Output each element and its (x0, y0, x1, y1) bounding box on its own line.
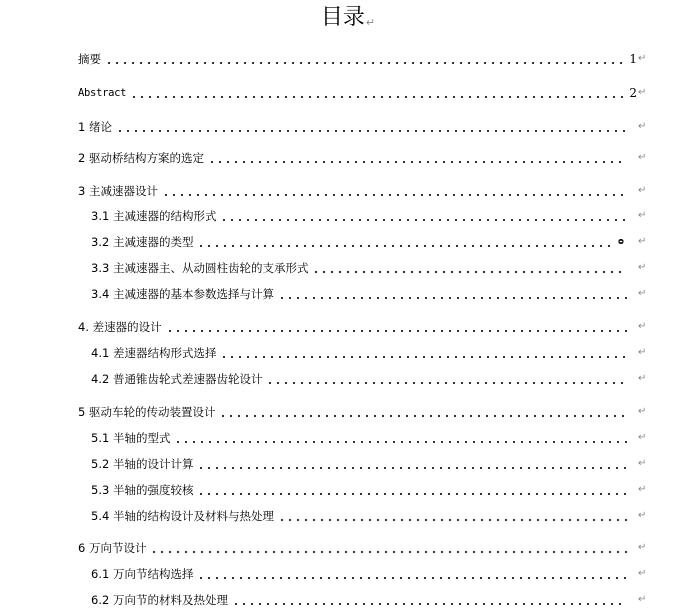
toc-entry[interactable] (91, 566, 650, 582)
dot-leader (103, 51, 627, 67)
format-marker-icon: ᴑ (618, 237, 624, 247)
paragraph-mark-icon: ↵ (638, 53, 647, 64)
dot-leader (217, 404, 627, 420)
paragraph-mark-icon: ↵ (638, 347, 647, 358)
paragraph-mark-icon: ↵ (638, 87, 647, 98)
dot-leader (264, 371, 627, 387)
toc-entry[interactable] (78, 51, 650, 67)
toc-entry[interactable] (78, 404, 650, 420)
toc-entry[interactable] (78, 119, 650, 135)
toc-entry-label: 5.1 半轴的型式 (91, 431, 171, 445)
toc-entry-label: 1 绪论 (78, 120, 112, 134)
dot-leader (206, 150, 627, 166)
toc-entry-label: 5.2 半轴的设计计算 (91, 457, 194, 471)
dot-leader (195, 234, 615, 250)
toc-entry-label: 4.1 差速器结构形式选择 (91, 346, 217, 360)
toc-entry[interactable] (91, 234, 650, 250)
paragraph-mark-icon: ↵ (638, 262, 647, 273)
dot-leader (164, 319, 627, 335)
toc-entry-label: 6 万向节设计 (78, 541, 147, 555)
toc-entry[interactable] (78, 319, 650, 335)
dot-leader (276, 286, 627, 302)
dot-leader (276, 508, 627, 524)
paragraph-mark-icon: ↵ (638, 185, 647, 196)
toc-entry[interactable] (91, 345, 650, 361)
paragraph-mark-icon: ↵ (638, 484, 647, 495)
paragraph-mark-icon: ↵ (638, 406, 647, 417)
toc-entry-label: 2 驱动桥结构方案的选定 (78, 151, 204, 165)
toc-entry-label: 摘要 (78, 52, 101, 66)
paragraph-mark-icon: ↵ (638, 288, 647, 299)
paragraph-mark-icon: ↵ (638, 373, 647, 384)
toc-entry-label: 3 主减速器设计 (78, 184, 158, 198)
toc-entry[interactable] (91, 456, 650, 472)
dot-leader (148, 540, 627, 556)
dot-leader (310, 260, 627, 276)
toc-entry-label: 3.4 主减速器的基本参数选择与计算 (91, 287, 274, 301)
dot-leader (172, 430, 627, 446)
toc-entry-label: 6.2 万向节的材料及热处理 (91, 593, 228, 607)
toc-entry-page-number: 1 (629, 52, 637, 66)
toc-entry[interactable] (91, 371, 650, 387)
dot-leader (195, 456, 627, 472)
toc-entry-label: Abstract (78, 87, 127, 99)
paragraph-mark-icon: ↵ (638, 152, 647, 163)
toc-entry-label: 5.4 半轴的结构设计及材料与热处理 (91, 509, 274, 523)
toc-entry[interactable] (78, 183, 650, 199)
toc-entry[interactable] (91, 260, 650, 276)
dot-leader (114, 119, 627, 135)
paragraph-mark-icon: ↵ (638, 210, 647, 221)
toc-entry[interactable] (91, 592, 650, 608)
toc-entry-label: 6.1 万向节结构选择 (91, 567, 194, 581)
toc-entry[interactable] (78, 540, 650, 556)
toc-entry[interactable] (78, 85, 650, 101)
toc-entry-label: 4. 差速器的设计 (78, 320, 162, 334)
toc-entry[interactable] (91, 286, 650, 302)
toc-entry-label: 3.1 主减速器的结构形式 (91, 209, 217, 223)
toc-entry[interactable] (91, 508, 650, 524)
toc-entry-label: 5.3 半轴的强度较核 (91, 483, 194, 497)
toc-entry-label: 5 驱动车轮的传动装置设计 (78, 405, 216, 419)
dot-leader (218, 208, 627, 224)
paragraph-mark-icon: ↵ (638, 432, 647, 443)
paragraph-mark-icon: ↵ (638, 236, 647, 247)
dot-leader (128, 85, 627, 101)
dot-leader (195, 482, 627, 498)
toc-entry[interactable] (91, 482, 650, 498)
dot-leader (230, 592, 627, 608)
dot-leader (160, 183, 627, 199)
toc-entry-label: 3.3 主减速器主、从动圆柱齿轮的支承形式 (91, 261, 309, 275)
paragraph-mark-icon: ↵ (638, 121, 647, 132)
dot-leader (195, 566, 627, 582)
toc-entry[interactable] (91, 430, 650, 446)
paragraph-mark-icon: ↵ (638, 594, 647, 605)
paragraph-mark-icon: ↵ (638, 321, 647, 332)
paragraph-mark-icon: ↵ (638, 568, 647, 579)
toc-entry[interactable] (91, 208, 650, 224)
toc-title (0, 4, 696, 37)
paragraph-mark-icon: ↵ (638, 542, 647, 553)
toc-title-text: 目录 (320, 5, 365, 30)
paragraph-mark-icon: ↵ (638, 510, 647, 521)
paragraph-mark-icon: ↵ (365, 16, 376, 29)
paragraph-mark-icon: ↵ (638, 458, 647, 469)
toc-entry-page-number: 2 (629, 86, 637, 100)
toc-entry-label: 4.2 普通锥齿轮式差速器齿轮设计 (91, 372, 263, 386)
toc-entry-label: 3.2 主减速器的类型 (91, 235, 194, 249)
toc-entry[interactable] (78, 150, 650, 166)
dot-leader (218, 345, 627, 361)
